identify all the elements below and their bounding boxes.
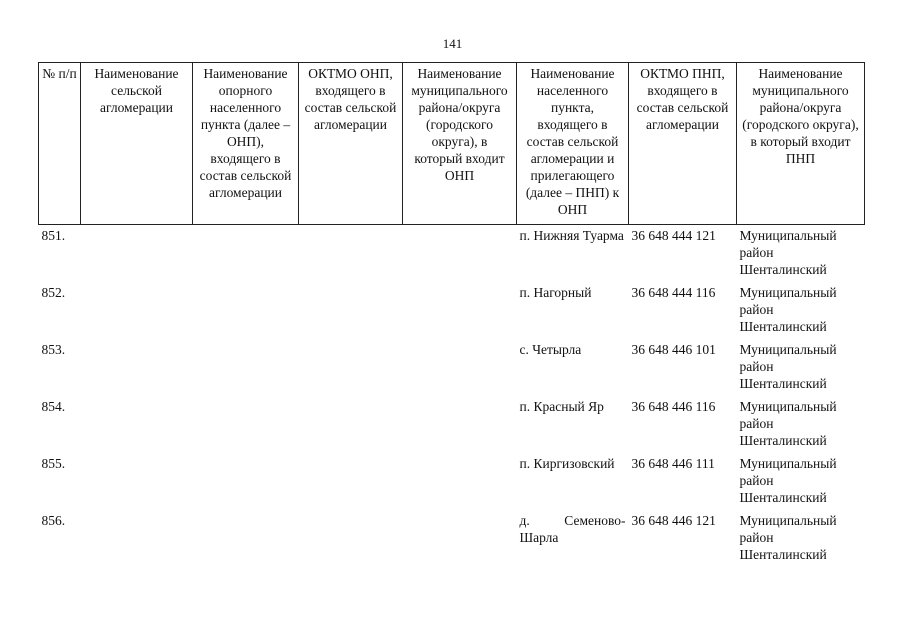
header-number: № п/п (39, 63, 81, 225)
agglomeration-cell (81, 282, 193, 339)
pnp-district-cell: Муниципальный район Шенталинский (739, 456, 837, 505)
row-number: 853. (41, 342, 66, 357)
onp-oktmo-cell (299, 396, 403, 453)
onp-cell (193, 339, 299, 396)
header-agglomeration-name: Наименование сельской агломерации (81, 63, 193, 225)
agglomeration-table (38, 62, 865, 567)
onp-oktmo-cell (299, 510, 403, 567)
onp-oktmo-cell (299, 225, 403, 283)
table-row (39, 339, 865, 396)
pnp-name-cell: с. Четырла (519, 342, 582, 357)
pnp-oktmo-cell: 36 648 446 121 (631, 513, 716, 528)
table-row (39, 510, 865, 567)
table-row (39, 282, 865, 339)
agglomeration-cell (81, 396, 193, 453)
onp-cell (193, 225, 299, 283)
onp-district-cell (403, 453, 517, 510)
onp-cell (193, 510, 299, 567)
pnp-oktmo-cell: 36 648 444 116 (631, 285, 716, 300)
onp-oktmo-cell (299, 453, 403, 510)
onp-district-cell (403, 396, 517, 453)
onp-oktmo-cell (299, 282, 403, 339)
onp-district-cell (403, 510, 517, 567)
pnp-name-cell: п. Красный Яр (519, 399, 604, 414)
row-number: 855. (41, 456, 66, 471)
onp-district-cell (403, 282, 517, 339)
agglomeration-cell (81, 453, 193, 510)
header-pnp-district: Наименование муниципального района/округа (городского округа), в который входит ПНП (737, 63, 865, 225)
agglomeration-cell (81, 225, 193, 283)
agglomeration-cell (81, 339, 193, 396)
pnp-district-cell: Муниципальный район Шенталинский (739, 285, 837, 334)
onp-cell (193, 396, 299, 453)
header-onp-name: Наименование опорного населенного пункта (далее – ОНП), входящего в состав сельской агломерации (193, 63, 299, 225)
row-number: 856. (41, 513, 66, 528)
table-row (39, 225, 865, 283)
onp-cell (193, 282, 299, 339)
onp-district-cell (403, 225, 517, 283)
pnp-oktmo-cell: 36 648 446 111 (631, 456, 715, 471)
pnp-name-cell: д. Семеново-Шарла (519, 513, 626, 545)
pnp-district-cell: Муниципальный район Шенталинский (739, 399, 837, 448)
pnp-district-cell: Муниципальный район Шенталинский (739, 342, 837, 391)
row-number: 852. (41, 285, 66, 300)
pnp-oktmo-cell: 36 648 444 121 (631, 228, 716, 243)
row-number: 851. (41, 228, 66, 243)
table-header-row (39, 63, 865, 225)
pnp-name-cell: п. Нижняя Туарма (519, 228, 624, 243)
agglomeration-cell (81, 510, 193, 567)
table-row (39, 453, 865, 510)
onp-oktmo-cell (299, 339, 403, 396)
table-row (39, 396, 865, 453)
pnp-oktmo-cell: 36 648 446 101 (631, 342, 716, 357)
pnp-district-cell: Муниципальный район Шенталинский (739, 513, 837, 562)
row-number: 854. (41, 399, 66, 414)
onp-cell (193, 453, 299, 510)
pnp-name-cell: п. Киргизовский (519, 456, 615, 471)
header-onp-oktmo: ОКТМО ОНП, входящего в состав сельской агломерации (299, 63, 403, 225)
header-pnp-oktmo: ОКТМО ПНП, входящего в состав сельской агломерации (629, 63, 737, 225)
pnp-district-cell: Муниципальный район Шенталинский (739, 228, 837, 277)
pnp-name-cell: п. Нагорный (519, 285, 592, 300)
header-onp-district: Наименование муниципального района/округа (городского округа), в который входит ОНП (403, 63, 517, 225)
pnp-oktmo-cell: 36 648 446 116 (631, 399, 716, 414)
onp-district-cell (403, 339, 517, 396)
header-pnp-name: Наименование населенного пункта, входящего в состав сельской агломерации и прилегающего (далее – ПНП) к ОНП (517, 63, 629, 225)
page-number: 141 (442, 36, 463, 51)
